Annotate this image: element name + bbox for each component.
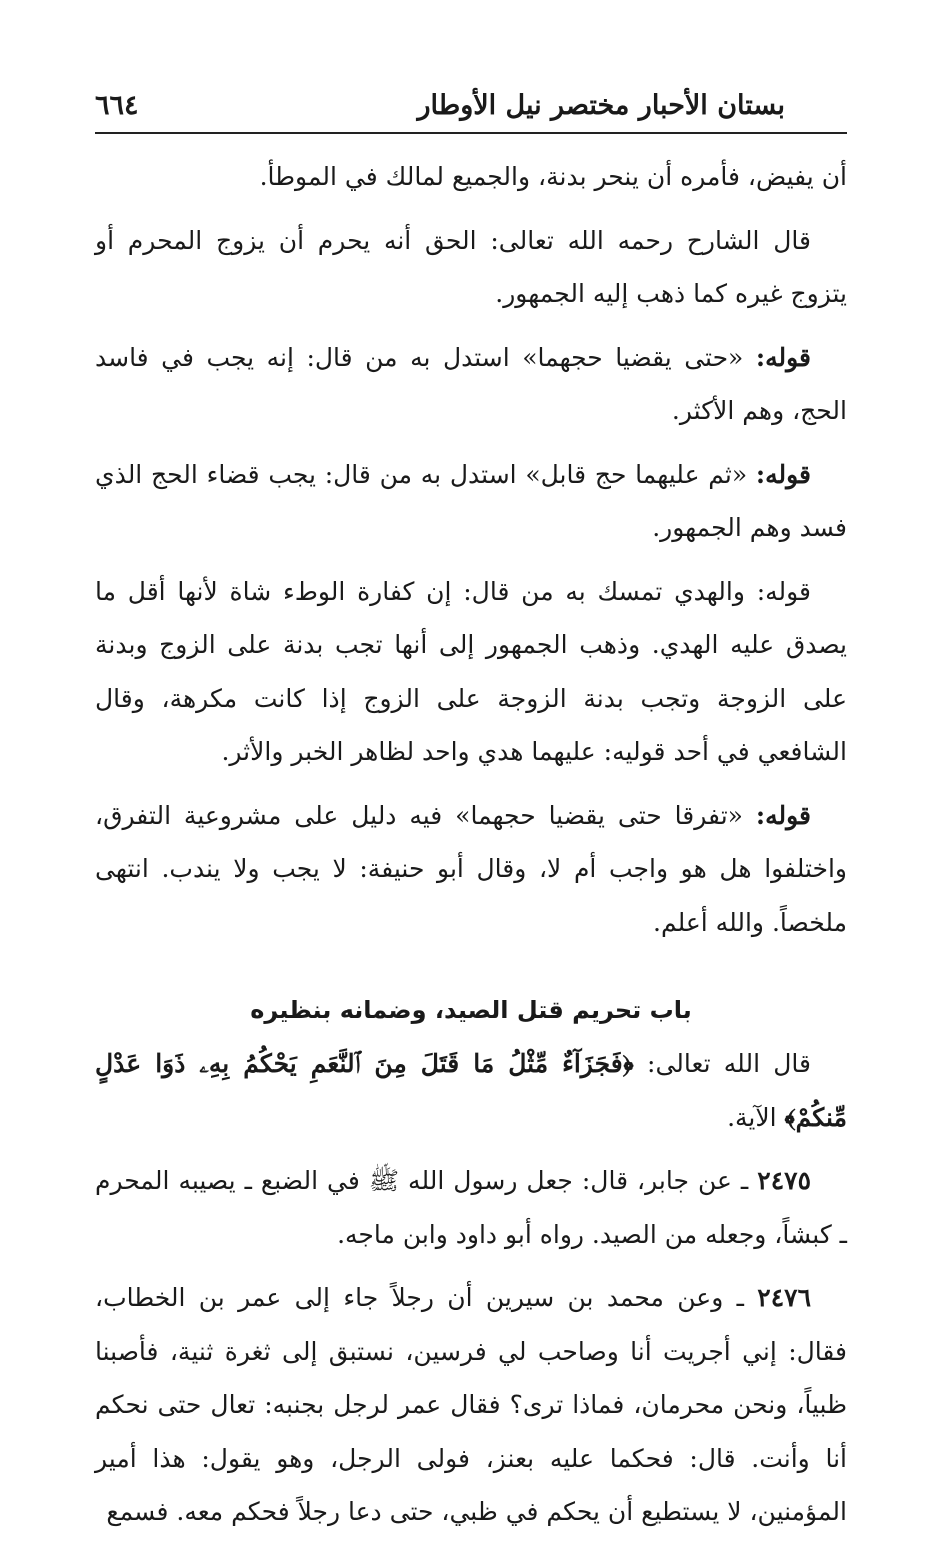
intro-suffix: الآية.: [727, 1102, 777, 1132]
paragraph-text: «ثم عليهما حج قابل» استدل به من قال: يجب قضاء الحج الذي فسد وهم الجمهور.: [95, 459, 847, 542]
commentary-label: قوله:: [755, 800, 811, 830]
section-intro: [95, 1037, 847, 1144]
hadith-number: ٢٤٧٦: [757, 1283, 812, 1312]
paragraph: [95, 214, 847, 321]
paragraph-text: «تفرقا حتى يقضيا حجهما» فيه دليل على مشروعية التفرق، واختلفوا هل هو واجب أم لا، وقال أبو حنيفة: لا يجب ولا يندب. انتهى ملخصاً. والله أعلم.: [95, 800, 847, 937]
hadith-entry: [95, 1271, 847, 1539]
paragraph-text: أن يفيض، فأمره أن ينحر بدنة، والجميع لمالك في الموطأ.: [259, 162, 847, 191]
paragraph-text: قال الشارح رحمه الله تعالى: الحق أنه يحرم أن يزوج المحرم أو يتزوج غيره كما ذهب إليه الجمهور.: [95, 225, 847, 308]
intro-prefix: قال الله تعالى:: [647, 1049, 811, 1078]
page-body: [95, 150, 847, 1549]
paragraph: [95, 565, 847, 779]
paragraph: [95, 331, 847, 438]
quran-verse: ﴿فَجَزَآءٌ مِّثْلُ مَا قَتَلَ مِنَ ٱلنَّعَمِ يَحْكُمُ بِهِۦ ذَوَا عَدْلٍ مِّنكُمْ﴾: [95, 1049, 847, 1132]
section-heading: باب تحريم قتل الصيد، وضمانه بنظيره: [250, 996, 692, 1024]
hadith-entry: [95, 1154, 847, 1261]
paragraph-text: «حتى يقضيا حجهما» استدل به من قال: إنه يجب في فاسد الحج، وهم الأكثر.: [95, 342, 847, 425]
paragraph: [95, 448, 847, 555]
page-number: ٦٦٤: [95, 90, 139, 121]
commentary-label: قوله:: [755, 342, 811, 372]
hadith-text: ـ وعن محمد بن سيرين أن رجلاً جاء إلى عمر بن الخطاب، فقال: إني أجريت أنا وصاحب لي فرسين، نستبق إلى ثغرة ثنية، فأصبنا ظبياً، ونحن محرمان، فماذا ترى؟ فقال عمر لرجل بجنبه: تعال حتى نحكم أنا وأنت. قال: فحكما عليه بعنز، فولى الرجل، وهو يقول: هذا أمير المؤمنين، لا يستطيع أن يحكم في ظبي، حتى دعا رجلاً فحكم معه. فسمع: [95, 1283, 847, 1526]
paragraph: [95, 789, 847, 950]
running-title: بستان الأحبار مختصر نيل الأوطار: [417, 90, 785, 121]
hadith-number: ٢٤٧٥: [757, 1166, 811, 1195]
hadith-text: ـ عن جابر، قال: جعل رسول الله ﷺ في الضبع ـ يصيبه المحرم ـ كبشاً، وجعله من الصيد. رواه أبو داود وابن ماجه.: [95, 1166, 847, 1249]
page-header: [95, 82, 847, 134]
commentary-label: قوله:: [755, 459, 811, 489]
paragraph: [95, 150, 847, 204]
paragraph-text: قوله: والهدي تمسك به من قال: إن كفارة الوطء شاة لأنها أقل ما يصدق عليه الهدي. وذهب الجمهور إلى أنها تجب بدنة على الزوج وبدنة على الزوجة وتجب بدنة الزوجة على الزوج إذا كانت مكرهة، وقال الشافعي في أحد قوليه: عليهما هدي واحد لظاهر الخبر والأثر.: [95, 576, 847, 766]
